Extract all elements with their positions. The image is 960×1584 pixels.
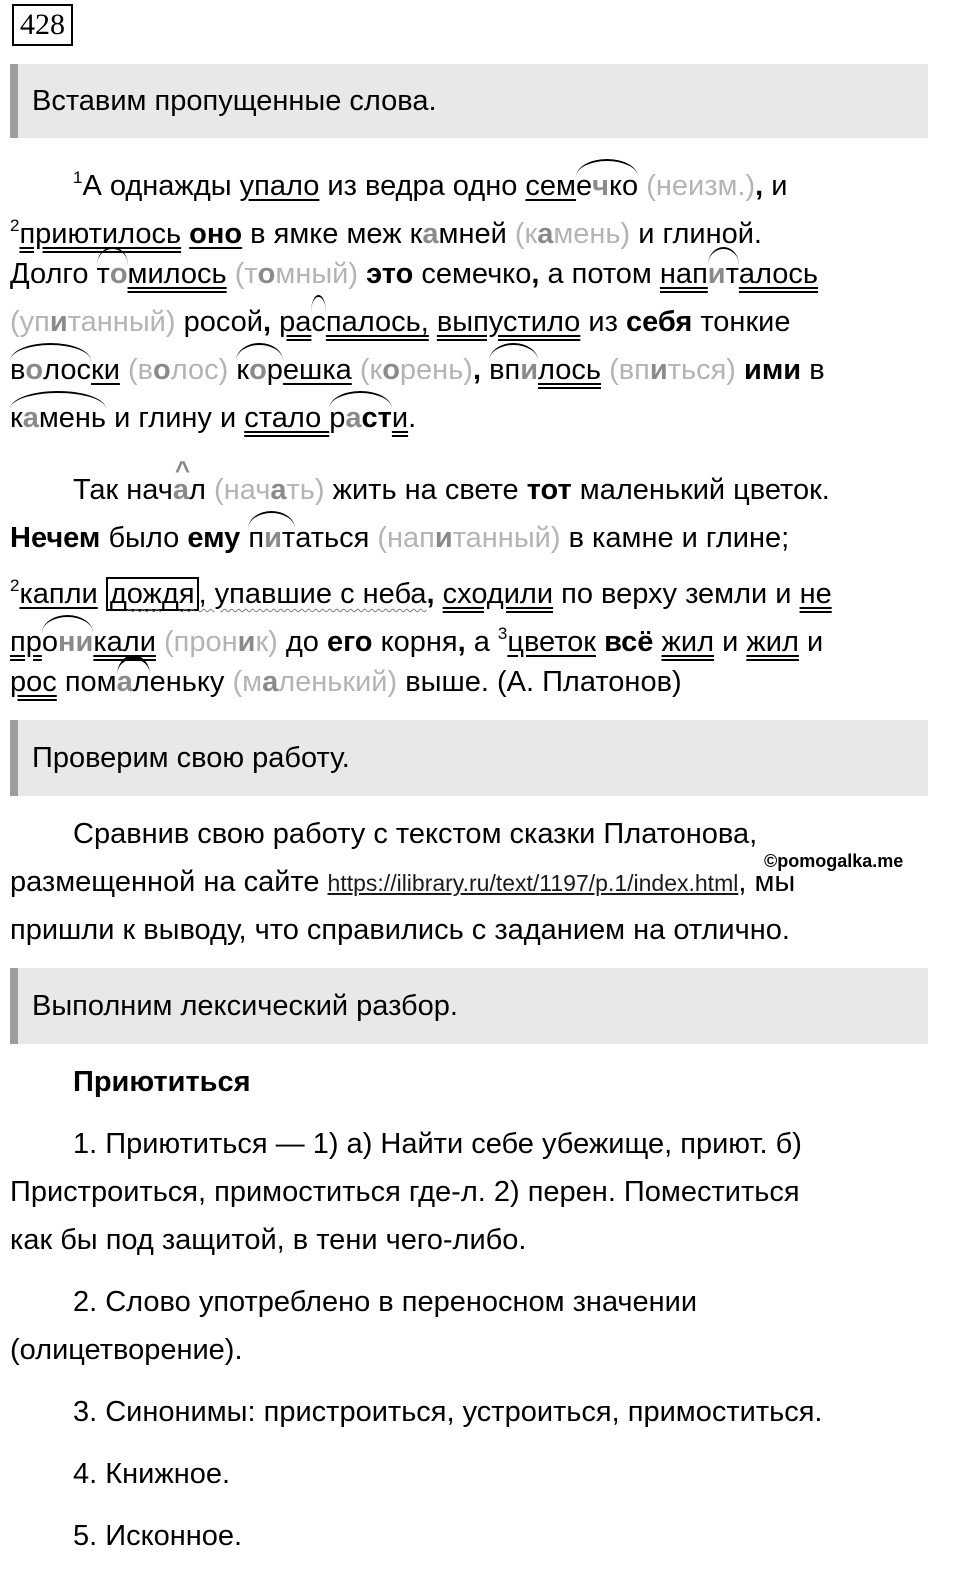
text-line: 5. Исконное.: [73, 1520, 243, 1552]
section-banner-insert-words: Вставим пропущенные слова.: [10, 64, 928, 138]
text-line: проникали (проник) до его корня, а $^3$цветок всё жил и жил и: [10, 610, 940, 658]
text-line: $^2$приютилось оно в ямке меж камней (камень) и глиной.: [10, 216, 762, 250]
watermark: ©pomogalka.me: [764, 851, 904, 871]
text-line: 4. Книжное.: [73, 1458, 231, 1490]
lexical-word: Приютиться: [73, 1066, 251, 1098]
text-line: размещенной на сайте https://ilibrary.ru/text/1197/p.1/index.html, мы: [10, 866, 796, 898]
text-line: (упитанный) росой, распалось, выпустило из себя тонкие: [10, 298, 940, 346]
text-line: $^1$А однажды упало из ведра одно семечко (неизм.), и: [10, 154, 940, 202]
check-paragraph: [10, 810, 940, 954]
text-line: $^2$капли дождя , упавшие с неба, сходили по верху земли и не: [10, 576, 832, 610]
text-line: волоски (волос) корешка (корень), впилось (впиться) ими в: [10, 346, 940, 394]
text-line: (олицетворение).: [10, 1334, 243, 1366]
text-line: Сравнив свою работу с текстом сказки Платонова,: [73, 818, 758, 850]
text-line: Пристроиться, примоститься где-л. 2) перен. Поместиться: [10, 1176, 800, 1208]
text-line: как бы под защитой, в тени чего-либо.: [10, 1224, 527, 1256]
section-banner-lexical: Выполним лексический разбор.: [10, 968, 928, 1044]
text-line: камень и глину и стало расти.: [10, 394, 940, 442]
exercise-number: 428: [12, 4, 73, 46]
text-line: Так нач^ ал (начать) жить на свете тот маленький цветок.: [10, 466, 940, 514]
text-line: пришли к выводу, что справились с заданием на отлично.: [10, 914, 790, 946]
text-line: 2. Слово употреблено в переносном значении: [73, 1286, 698, 1318]
text-line: Нечем было ему питаться (напитанный) в камне и глине;: [10, 514, 940, 562]
text-line: рос помаленьку (маленький) выше. (А. Платонов): [10, 658, 940, 706]
text-paragraph-2: [10, 466, 940, 706]
text-paragraph-1: [10, 154, 940, 442]
lexical-analysis: [10, 1058, 940, 1560]
text-line: 1. Приютиться — 1) а) Найти себе убежище, приют. б): [73, 1128, 802, 1160]
section-banner-check-work: Проверим свою работу.: [10, 720, 928, 796]
source-link[interactable]: https://ilibrary.ru/text/1197/p.1/index.html: [327, 870, 739, 896]
text-line: 3. Синонимы: пристроиться, устроиться, примоститься.: [73, 1396, 823, 1428]
text-line: Долго томилось (томный) это семечко, а потом напиталось: [10, 250, 940, 298]
